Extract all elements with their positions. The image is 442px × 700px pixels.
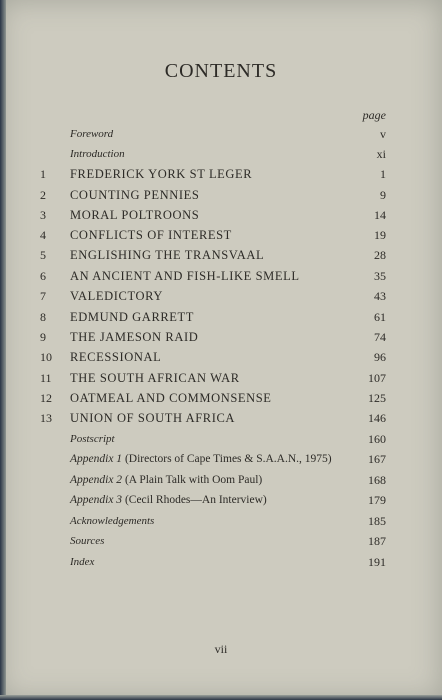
contents-entry — [0, 307, 442, 327]
page-number: 28 — [374, 248, 386, 262]
page-number: 74 — [374, 330, 386, 344]
chapter-number: 6 — [40, 269, 46, 283]
entry-title: Postscript — [70, 433, 115, 445]
entry-title: THE JAMESON RAID — [70, 330, 199, 344]
page-number: 14 — [374, 208, 386, 222]
contents-entry — [0, 429, 442, 449]
chapter-number: 9 — [40, 330, 46, 344]
chapter-number: 5 — [40, 248, 46, 262]
contents-entry — [0, 552, 442, 572]
contents-entry — [0, 286, 442, 306]
entry-title: ENGLISHING THE TRANSVAAL — [70, 248, 265, 262]
contents-entry — [0, 449, 442, 469]
entry-title: VALEDICTORY — [70, 289, 163, 303]
entry-title: CONFLICTS OF INTEREST — [70, 228, 232, 242]
entry-title: Foreword — [70, 128, 114, 140]
appendix-subtitle: (Cecil Rhodes—An Interview) — [124, 494, 267, 506]
chapter-number: 1 — [40, 167, 46, 181]
page-number: 191 — [368, 555, 386, 569]
entry-title: OATMEAL AND COMMONSENSE — [70, 391, 272, 405]
page-number: 179 — [368, 493, 386, 507]
page-number: 146 — [368, 411, 386, 425]
appendix-subtitle: (Directors of Cape Times & S.A.A.N., 1975) — [124, 453, 332, 465]
entry-title — [70, 470, 262, 490]
appendix-subtitle: (A Plain Talk with Oom Paul) — [124, 474, 263, 486]
contents-entry — [0, 368, 442, 388]
page-column-label: page — [362, 108, 386, 122]
page-number: 160 — [368, 432, 386, 446]
contents-entry — [0, 470, 442, 490]
page-number: 125 — [368, 391, 386, 405]
entry-title: UNION OF SOUTH AFRICA — [70, 411, 236, 425]
page-number: 43 — [374, 289, 386, 303]
contents-entry — [0, 185, 442, 205]
contents-entry — [0, 205, 442, 225]
entry-title: THE SOUTH AFRICAN WAR — [70, 371, 240, 385]
appendix-label: Appendix 3 — [70, 494, 123, 506]
contents-entry — [0, 327, 442, 347]
page-number: 187 — [368, 534, 386, 548]
entry-title: Introduction — [70, 148, 125, 160]
page-number: v — [380, 127, 386, 141]
entry-title: Sources — [70, 535, 105, 547]
contents-entry — [0, 511, 442, 531]
page-bottom-edge — [0, 695, 442, 700]
chapter-number: 4 — [40, 228, 46, 242]
page-number: 9 — [380, 188, 386, 202]
entry-title: EDMUND GARRETT — [70, 310, 195, 324]
page-number: 35 — [374, 269, 386, 283]
contents-entry — [0, 388, 442, 408]
entry-title — [70, 449, 332, 469]
contents-entry — [0, 408, 442, 428]
page-number: 107 — [368, 371, 386, 385]
page-number: 19 — [374, 228, 386, 242]
entry-title: RECESSIONAL — [70, 350, 162, 364]
entry-title — [70, 490, 267, 510]
contents-entry — [0, 144, 442, 164]
contents-entry — [0, 124, 442, 144]
contents-entry — [0, 531, 442, 551]
page-number: 61 — [374, 310, 386, 324]
contents-entry — [0, 347, 442, 367]
chapter-number: 7 — [40, 289, 46, 303]
appendix-label: Appendix 2 — [70, 474, 123, 486]
page-number: 185 — [368, 514, 386, 528]
entry-title: COUNTING PENNIES — [70, 188, 200, 202]
chapter-number: 12 — [40, 391, 52, 405]
contents-entry — [0, 245, 442, 265]
contents-entry — [0, 266, 442, 286]
entry-title: AN ANCIENT AND FISH-LIKE SMELL — [70, 269, 300, 283]
chapter-number: 2 — [40, 188, 46, 202]
contents-entry — [0, 490, 442, 510]
page-number: 168 — [368, 473, 386, 487]
chapter-number: 11 — [40, 371, 52, 385]
entry-title: MORAL POLTROONS — [70, 208, 200, 222]
page-number: xi — [376, 147, 386, 161]
appendix-label: Appendix 1 — [70, 453, 123, 465]
page-number: 167 — [368, 452, 386, 466]
entry-title: FREDERICK YORK ST LEGER — [70, 167, 253, 181]
chapter-number: 10 — [40, 350, 52, 364]
contents-heading: CONTENTS — [164, 60, 278, 82]
page-number: 96 — [374, 350, 386, 364]
folio-number: vii — [214, 642, 228, 656]
chapter-number: 3 — [40, 208, 46, 222]
page-number: 1 — [380, 167, 386, 181]
contents-entry — [0, 225, 442, 245]
chapter-number: 13 — [40, 411, 52, 425]
chapter-number: 8 — [40, 310, 46, 324]
entry-title: Acknowledgements — [70, 515, 155, 527]
entry-title: Index — [70, 556, 95, 568]
contents-entry — [0, 164, 442, 184]
